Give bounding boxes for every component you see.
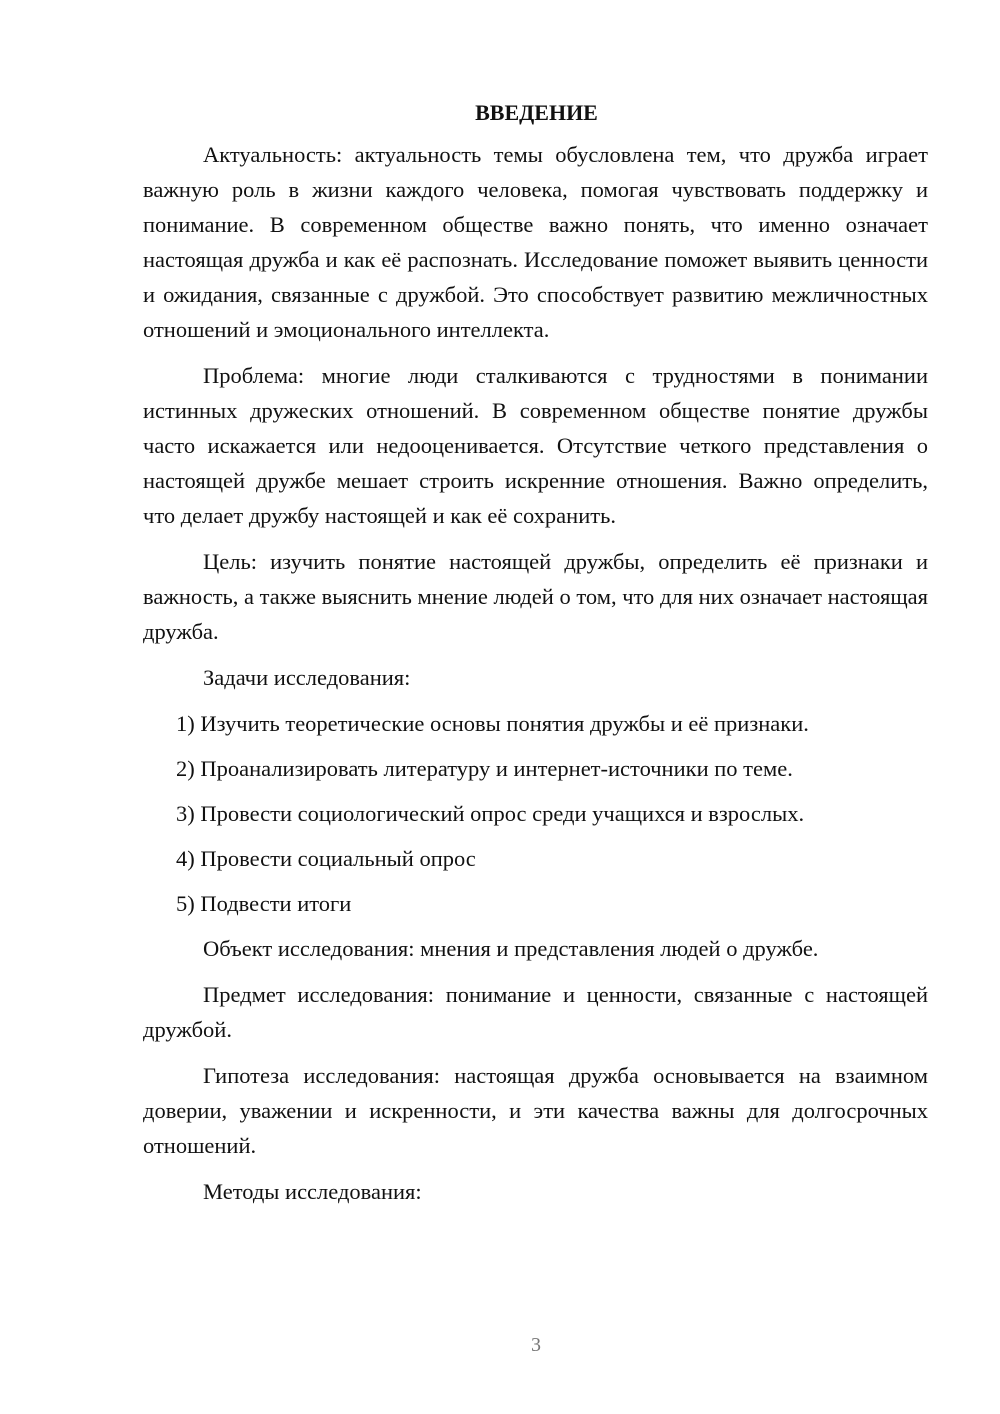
paragraph-relevance: Актуальность: актуальность темы обусловлена тем, что дружба играет важную роль в жизни каждого человека, помогая чувствовать поддержку и понимание. В современном обществе важно понять, что именно означает настоящая дружба и как её распознать. Исследование поможет выявить ценности и ожидания, связанные с дружбой. Это способствует развитию межличностных отношений и эмоционального интеллекта. xyxy=(143,142,928,342)
tasks-heading: Задачи исследования: xyxy=(203,665,411,690)
page-content xyxy=(143,95,928,1220)
tasks-list xyxy=(143,706,928,921)
paragraph-goal: Цель: изучить понятие настоящей дружбы, определить её признаки и важность, а также выяснить мнение людей о том, что для них означает настоящая дружба. xyxy=(143,549,928,644)
methods-heading: Методы исследования: xyxy=(203,1179,422,1204)
section-title: ВВЕДЕНИЕ xyxy=(475,100,598,125)
paragraph-subject: Предмет исследования: понимание и ценности, связанные с настоящей дружбой. xyxy=(143,982,928,1042)
list-item: 1) Изучить теоретические основы понятия дружбы и её признаки. xyxy=(176,711,809,736)
paragraph-problem: Проблема: многие люди сталкиваются с трудностями в понимании истинных дружеских отношений. В современном обществе понятие дружбы часто искажается или недооценивается. Отсутствие четкого представления о настоящей дружбе мешает строить искренние отношения. Важно определить, что делает дружбу настоящей и как её сохранить. xyxy=(143,363,928,528)
list-item: 2) Проанализировать литературу и интернет-источники по теме. xyxy=(176,756,793,781)
list-item: 3) Провести социологический опрос среди учащихся и взрослых. xyxy=(176,801,805,826)
paragraph-object: Объект исследования: мнения и представления людей о дружбе. xyxy=(203,936,819,961)
page-number: 3 xyxy=(531,1334,541,1356)
list-item: 4) Провести социальный опрос xyxy=(176,846,476,871)
paragraph-hypothesis: Гипотеза исследования: настоящая дружба основывается на взаимном доверии, уважении и искренности, и эти качества важны для долгосрочных отношений. xyxy=(143,1063,928,1158)
list-item: 5) Подвести итоги xyxy=(176,891,352,916)
